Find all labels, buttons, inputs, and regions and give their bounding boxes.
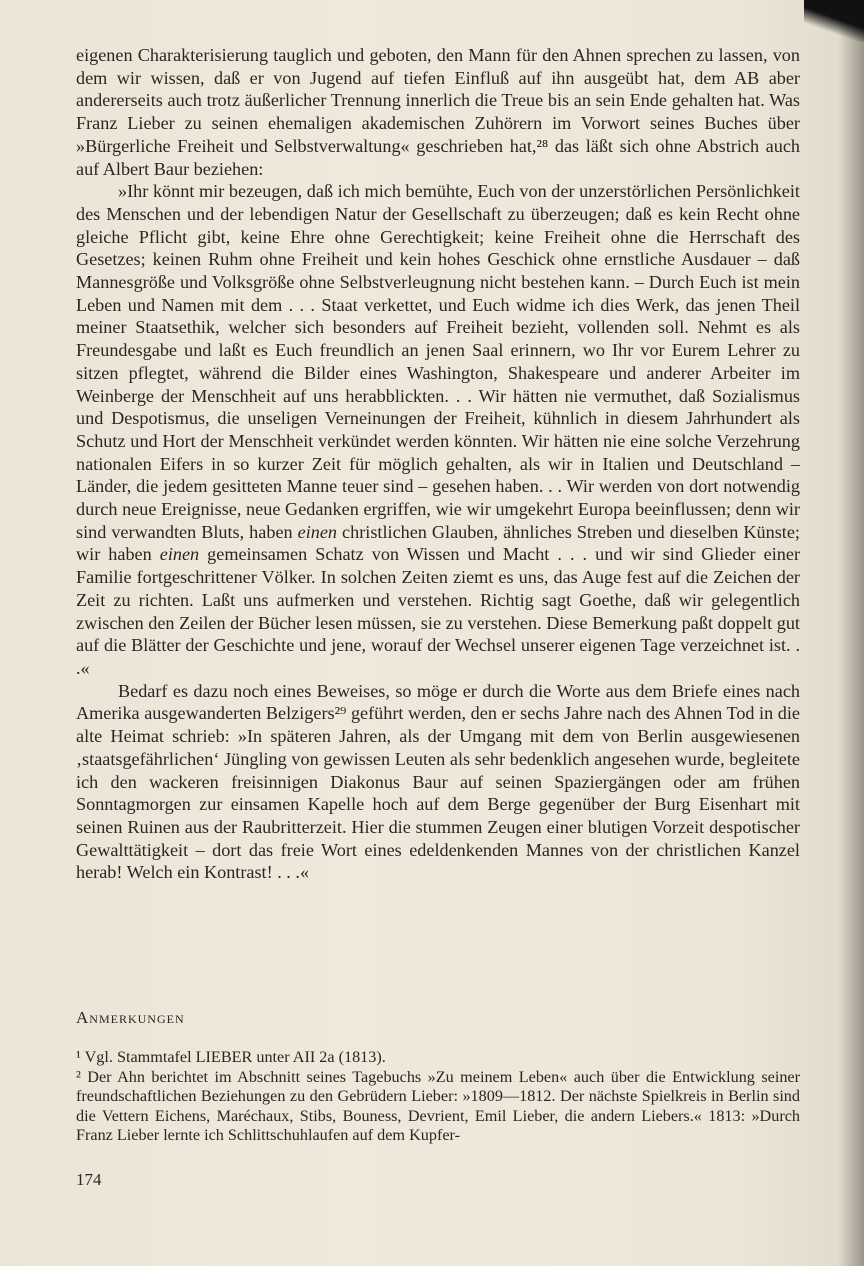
paragraph-belziger: Bedarf es dazu noch eines Beweises, so möge er durch die Worte aus dem Briefe eines nach Amerika ausgewanderten Belzigers²⁹ geführt werden, den er sechs Jahre nach des Ahnen Tod in die alte Heimat schrieb: »In späteren Jahren, als der Umgang mit dem von Berlin ausgewiesenen ‚staatsgefährlichen‘ Jüngling von gewissen Leuten als sehr bedenklich angesehen wurde, begleitete ich den wackeren freisinnigen Diakonus Baur auf seinen Spaziergängen oder am frühen Sonntagmorgen zur einsamen Kapelle hoch auf dem Berge gegenüber der Burg Eisenhart mit seinen Ruinen aus der Raubritterzeit. Hier die stummen Zeugen einer blutigen Vorzeit despotischer Gewalttätigkeit – dort das freie Wort eines edeldenkenden Mannes von der christlichen Kanzel herab! Welch ein Kontrast! . . .«	[76, 680, 800, 883]
footnotes	[76, 1048, 800, 1146]
footnote-2: ² Der Ahn berichtet im Abschnitt seines Tagebuchs »Zu meinem Leben« auch über die Entwicklung seiner freundschaftlichen Beziehungen zu den Gebrüdern Lieber: »1809—1812. Der nächste Spielkreis in Berlin sind die Vettern Eichens, Maréchaux, Stibs, Bouness, Devrient, Emil Lieber, die andern Liebers.« 1813: »Durch Franz Lieber lernte ich Schlittschuhlaufen auf dem Kupfer-	[76, 1067, 800, 1145]
paragraph-intro: eigenen Charakterisierung tauglich und geboten, den Mann für den Ahnen sprechen zu lassen, von dem wir wissen, daß er von Jugend auf tiefen Einfluß auf ihn ausgeübt hat, dem AB aber andererseits auch trotz äußerlicher Trennung innerlich die Treue bis an sein Ende gehalten hat. Was Franz Lieber zu seinen ehemaligen akademischen Zuhörern im Vorwort seines Buches über »Bürgerliche Freiheit und Selbstverwaltung« geschrieben hat,²⁸ das läßt sich ohne Abstrich auch auf Albert Baur beziehen:	[76, 45, 800, 179]
quote-part-1: »Ihr könnt mir bezeugen, daß ich mich bemühte, Euch von der unzerstörlichen Persönlichkeit des Menschen und der lebendigen Natur der Gesellschaft zu überzeugen; daß es kein Recht ohne gleiche Pflicht gibt, keine Ehre ohne Gerechtigkeit; keine Freiheit ohne die Herrschaft des Gesetzes; keinen Ruhm ohne Freiheit und kein hohes Geschick ohne ernstliche Ausdauer – daß Mannesgröße und Volksgröße ohne Selbstverleugnung nicht bestehen kann. – Durch Euch ist mein Leben und Namen mit dem . . . Staat verkettet, und Euch widme ich dies Werk, das jenen Theil meiner Staatsethik, welcher sich besonders auf Freiheit bezieht, vollenden soll. Nehmt es als Freundesgabe und laßt es Euch freundlich an jenen Saal erinnern, wo Ihr vor Eurem Lehrer zu sitzen pflegtet, während die Bilder eines Washington, Shakespeare und anderer Arbeiter im Weinberge der Menschheit auf uns herabblickten. . . Wir hätten nie vermuthet, daß Sozialismus und Despotismus, die unseligen Verneinungen der Freiheit, kühnlich in diesem Jahrhundert als Schutz und Hort der Menschheit verkündet werden könnten. Wir hätten nie eine solche Verzehrung nationalen Eifers in so kurzer Zeit für möglich gehalten, als wir in Italien und Deutschland – Länder, die jedem gesitteten Manne teuer sind – gesehen haben. . . Wir werden von dort notwendig durch neue Ereignisse, neue Gedanken ergriffen, wie wir umgekehrt Europa beeinflussen; denn wir sind verwandten Bluts, haben	[76, 181, 800, 542]
paragraph-quote	[76, 180, 800, 679]
emphasis-einen-2: einen	[159, 544, 200, 565]
emphasis-einen-1: einen	[297, 521, 338, 542]
main-text	[76, 44, 800, 884]
page-corner-shadow	[804, 0, 864, 42]
page-number: 174	[76, 1170, 102, 1189]
quote-part-3: gemeinsamen Schatz von Wissen und Macht . . . und wir sind Glieder einer Familie fortgeschrittener Völker. In solchen Zeiten ziemt es uns, das Auge fest auf die Zeichen der Zeit zu richten. Laßt uns aufmerken und verstehen. Richtig sagt Goethe, daß wir gelegentlich zwischen den Zeilen der Bücher lesen müssen, sie zu verstehen. Diese Bemerkung paßt doppelt gut auf die Blätter der Geschichte und jene, worauf der Wechsel unserer eigenen Tage verzeichnet ist. . .«	[76, 544, 800, 678]
notes-heading: Anmerkungen	[76, 1008, 185, 1027]
quote-part-2: christlichen Glauben, ähnliches Streben und dieselben Künste; wir haben	[76, 521, 800, 565]
footnote-1: ¹ Vgl. Stammtafel LIEBER unter AII 2a (1813).	[76, 1048, 386, 1066]
